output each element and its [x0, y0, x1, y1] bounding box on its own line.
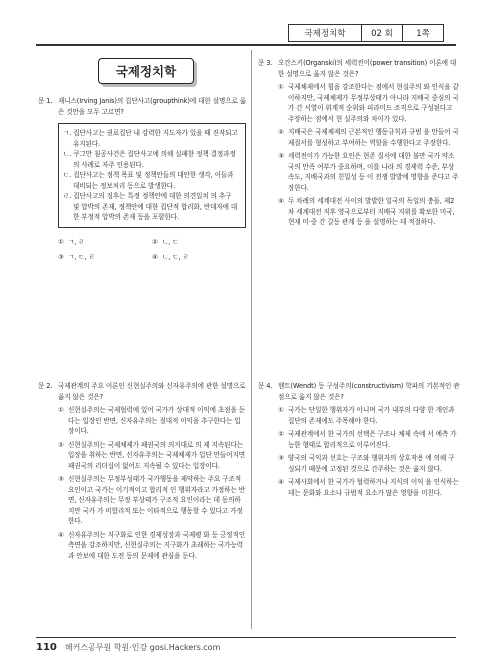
statement-item: ㄷ. 집단사고는 정책 목표 및 정책안들의 대안한 생각, 이들과 대비되는 정보처리 등으로 발생한다.	[63, 171, 234, 190]
option-3[interactable]: ③ 세력전이가 가능한 요인은 현존 질서에 대한 불만 국가 약소국의 만족 여부가 중요하며, 이를 나라 의 경제력 수준, 부상 속도, 지배국과의 친밀성 등 이 전쟁 발발에 영향을 준다고 주장한다.	[278, 152, 459, 192]
option-1[interactable]: ① 신현실주의는 국제협력에 있어 국가가 상대적 이익에 초점을 둔다는 입장인 반면, 신자유주의는 절대적 이익을 추구한다는 입장이다.	[58, 406, 245, 435]
header-subject: 국제정치학	[288, 24, 362, 42]
answer-options	[278, 82, 460, 228]
option-2[interactable]: ② 지배국은 국제체제의 근본적인 행동규칙과 규범 을 만들어 국제질서를 형성하고 부여하는 역할을 수행한다고 주장한다.	[278, 128, 459, 147]
question-3	[258, 58, 460, 228]
question-1	[38, 96, 246, 263]
page-footer	[36, 637, 456, 653]
question-number: 문 4.	[258, 382, 273, 390]
statement-box	[58, 123, 246, 228]
header-round: 02 회	[361, 24, 403, 42]
option-3[interactable]: ③ 신현실주의는 무정부성태가 국가행동을 제약하는 주요 구조적 요인이고 국가는 이기적이고 합리적 인 행위자라고 가정하는 반면, 신자유주의는 무정 부상태가 구조적 요인이라는 데 동의하지만 국가 가 비합리적 또는 이타적으로 행동할 수 있다고 가정한다.	[58, 475, 245, 525]
footer-brand[interactable]: 해커스공무원 학원·인강 gosi.Hackers.com	[64, 643, 221, 652]
statement-item: ㄹ. 집단사고의 징후는 특정 정책안에 대한 의견일치 의 추구 및 압박의 존재, 정책안에 대한 집단적 합리화, 반대자에 대한 부정적 압박의 존재 등을 포함한다.	[63, 192, 238, 221]
option-4[interactable]: ④ 신자유주의는 지구화로 인한 경제성장과 국제평 화 등 긍정적인 측면을 강조하지만, 신현실주의는 지구화가 초래하는 국가능력과 안보에 대한 도전 등의 문제에 관심을 둔다.	[58, 530, 245, 560]
answer-options	[278, 405, 460, 498]
question-text: 국제관계의 주요 이론인 신현실주의와 신자유주의에 관한 설명으로 옳지 않은 것은?	[58, 382, 246, 401]
statement-item: ㄱ. 집단사고는 권료집단 내 강력한 지도자가 있을 때 진작되고 유지된다.	[63, 129, 238, 148]
page-number: 110	[36, 642, 57, 653]
question-text: 웬트(Wendt) 등 구성주의(constructivism) 학파의 기본적인 관점으로 옳지 않은 것은?	[278, 382, 460, 401]
question-number: 문 2.	[38, 382, 53, 390]
page-title: 국제정치학	[98, 58, 194, 84]
answer-options	[58, 234, 246, 263]
option-4[interactable]: ④ ㄴ, ㄷ, ㄹ	[152, 253, 189, 261]
option-2[interactable]: ② ㄴ, ㄷ	[152, 237, 179, 246]
question-number: 문 3.	[258, 59, 273, 67]
header-tabs	[289, 24, 444, 42]
option-2[interactable]: ② 국제관계에서 한 국가의 선택은 구조나 체제 속에 서 예측 가능한 형태로 합리적으로 이루어진다.	[278, 430, 457, 449]
option-1[interactable]: ① 국제체제에서 힘을 강조한다는 점에서 현실주의 와 인식을 같이하지만, 국제체제가 무정부상태가 아니라 지배국 중심의 국가 간 서열이 위계적 순위와 피라미드 조직으로 구성된다고 주장하는 점에서 현 실주의와 차이가 있다.	[278, 83, 459, 123]
option-4[interactable]: ④ 두 차례의 세계대전 사이의 발발한 일국의 독일의 충돌, 제2차 세계대전 직후 영국으로부터 지배국 지위를 확보한 미국, 현재 미·중 간 갈등 관계 등 을 설명하는 데 적절하다.	[278, 197, 455, 226]
header-page: 1쪽	[402, 24, 444, 42]
option-1[interactable]: ① ㄱ, ㄹ	[58, 237, 85, 246]
question-2	[38, 381, 246, 561]
question-number: 문 1.	[38, 97, 53, 105]
question-text: 오간스키(Organski)의 세력전이(power transition) 이론에 대한 설명으로 옳지 않은 것은?	[278, 59, 457, 78]
option-4[interactable]: ④ 국제사회에서 한 국가가 협력하거나 지식의 이익 을 인식하는 데는 문화와 요소나 규범적 요소가 많은 영향을 미친다.	[278, 478, 459, 497]
answer-options	[58, 405, 246, 561]
question-text: 재니스(Irving Janis)의 집단사고(groupthink)에 대한 설명으로 옳은 것만을 모두 고르면?	[58, 97, 247, 116]
option-1[interactable]: ① 국가는 단일한 행위자가 아니며 국가 내부의 다양 한 개인과 집단의 존재에도 주목해야 한다.	[278, 406, 455, 425]
statement-item: ㄴ. 쿠그만 침공사건은 집단사고에 의해 실패한 정책 결정과정의 사례로 자주 인용된다.	[63, 150, 236, 169]
top-rule	[36, 44, 456, 46]
column-divider	[251, 50, 252, 629]
option-3[interactable]: ③ ㄱ, ㄷ, ㄹ	[58, 253, 95, 261]
option-3[interactable]: ③ 양국의 국익과 선호는 구조와 행위자의 상호작용 에 의해 구성되기 때문에 고정된 것으로 간주하는 것은 옳지 않다.	[278, 454, 455, 473]
question-4	[258, 381, 460, 498]
option-2[interactable]: ② 신현실주의는 국제체제가 패권국의 의지대로 의 제 지속된다는 입장을 취하는 반면, 신자유주의는 국제체제가 입단 만들어지면 패권국의 리더십이 없어도 지속될 수 있다는 입장이다.	[58, 440, 245, 470]
